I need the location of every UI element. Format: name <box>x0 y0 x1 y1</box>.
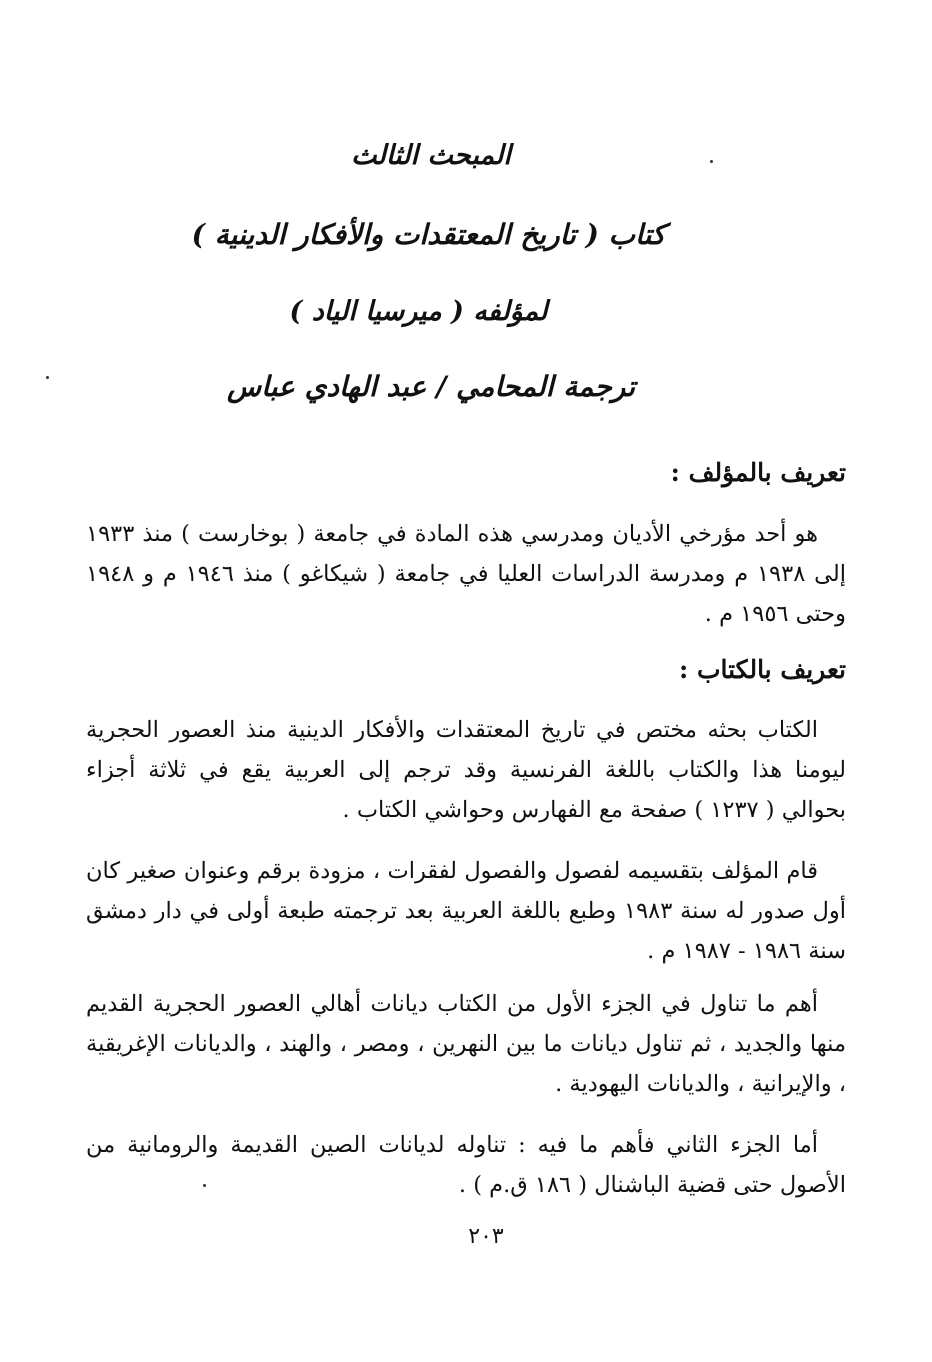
page-number: ٢٠٣ <box>468 1224 504 1249</box>
about-author-heading: تعريف بالمؤلف : <box>670 458 846 487</box>
about-book-paragraph-2 <box>86 851 846 971</box>
translator-line: ترجمة المحامي / عبد الهادي عباس <box>226 370 635 403</box>
about-book-paragraph-3 <box>86 984 846 1104</box>
author-line: لمؤلفه ( ميرسيا الياد ) <box>289 296 548 327</box>
about-book-paragraph-1 <box>86 710 846 830</box>
scan-speck <box>203 1184 206 1187</box>
about-book-paragraph-4 <box>86 1125 846 1205</box>
about-book-text-3: أهم ما تناول في الجزء الأول من الكتاب ديانات أهالي العصور الحجرية القديم منها والجديد ، ثم تناول ديانات ما بين النهرين ، ومصر ، والهند ، والديانات الإغريقية ، والإيرانية ، والديانات اليهودية . <box>86 991 846 1097</box>
about-book-text-1: الكتاب بحثه مختص في تاريخ المعتقدات والأفكار الدينية منذ العصور الحجرية ليومنا هذا والكتاب باللغة الفرنسية وقد ترجم إلى العربية يقع في ثلاثة أجزاء بحوالي ( ١٢٣٧ ) صفحة مع الفهارس وحواشي الكتاب . <box>86 717 846 823</box>
scan-speck <box>46 376 49 379</box>
book-title: كتاب ( تاريخ المعتقدات والأفكار الدينية ) <box>191 218 666 251</box>
about-author-text: هو أحد مؤرخي الأديان ومدرسي هذه المادة في جامعة ( بوخارست ) منذ ١٩٣٣ إلى ١٩٣٨ م ومدرسة الدراسات العليا في جامعة ( شيكاغو ) منذ ١٩٤٦ م و ١٩٤٨ وحتى ١٩٥٦ م . <box>86 521 846 627</box>
scan-speck <box>710 160 713 163</box>
about-author-paragraph <box>86 514 846 634</box>
about-book-text-2: قام المؤلف بتقسيمه لفصول والفصول لفقرات ، مزودة برقم وعنوان صغير كان أول صدور له سنة ١٩٨٣ وطبع باللغة العربية بعد ترجمته طبعة أولى في دار دمشق سنة ١٩٨٦ - ١٩٨٧ م . <box>86 858 847 964</box>
section-title: المبحث الثالث <box>351 140 511 171</box>
about-book-heading: تعريف بالكتاب : <box>679 655 846 684</box>
about-book-text-4: أما الجزء الثاني فأهم ما فيه : تناوله لديانات الصين القديمة والرومانية من الأصول حتى قضية الباشنال ( ١٨٦ ق.م ) . <box>86 1132 846 1198</box>
